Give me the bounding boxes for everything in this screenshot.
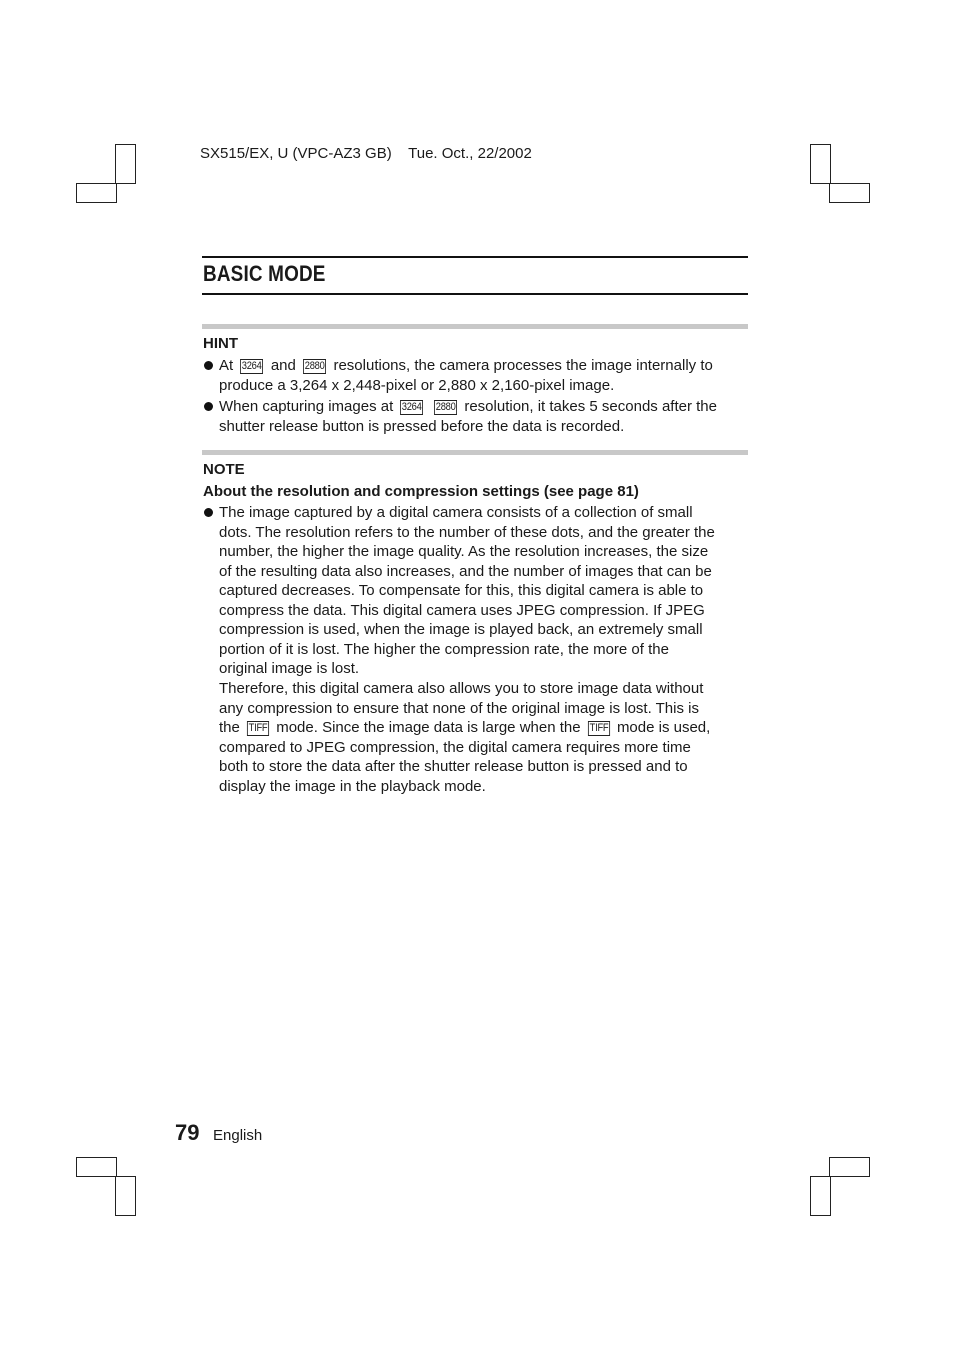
- hint-item-1-line-1: At 3264 and 2880 resolutions, the camera processes the image internally to: [219, 357, 713, 374]
- note-line: both to store the data after the shutter release button is pressed and to: [219, 758, 688, 775]
- hint-item-2-line-1: When capturing images at 3264 2880 resolution, it takes 5 seconds after the: [219, 398, 717, 415]
- bullet-icon: [204, 361, 213, 370]
- note-line: compress the data. This digital camera uses JPEG compression. If JPEG: [219, 601, 705, 619]
- note-line: original image is lost.: [219, 660, 360, 677]
- resolution-3264-icon: 3264: [402, 401, 422, 413]
- note-line: display the image in the playback mode.: [219, 777, 486, 795]
- hint-label: HINT: [203, 335, 238, 352]
- bullet-icon: [204, 402, 213, 411]
- model-label: SX515/EX, U (VPC-AZ3 GB): [200, 145, 392, 162]
- hint-item-1-line-2: produce a 3,264 x 2,448-pixel or 2,880 x 2,160-pixel image.: [219, 376, 615, 394]
- crop-mark: [810, 144, 831, 184]
- note-paragraph-1: [219, 503, 744, 679]
- note-line: portion of it is lost. The higher the compression rate, the more of the: [219, 640, 669, 658]
- note-paragraph-2: [219, 679, 744, 796]
- tiff-mode-icon: TIFF: [589, 722, 609, 734]
- note-line: number, the higher the image quality. As the resolution increases, the size: [219, 543, 709, 560]
- note-divider: [202, 450, 748, 455]
- note-line: of the resulting data also increases, and the number of images that can be: [219, 562, 712, 580]
- hint-item-2-line-2: shutter release button is pressed before the data is recorded.: [219, 417, 625, 435]
- note-line: captured decreases. To compensate for this, this digital camera is able to: [219, 582, 704, 599]
- note-line: Therefore, this digital camera also allows you to store image data without: [219, 680, 704, 697]
- tiff-mode-icon: TIFF: [248, 722, 268, 734]
- resolution-2880-icon: 2880: [435, 401, 456, 413]
- note-line: dots. The resolution refers to the number of these dots, and the greater the: [219, 523, 715, 541]
- title-rule-top: [202, 256, 748, 258]
- note-line-tiff: the TIFF mode. Since the image data is large when the TIFF mode is used,: [219, 719, 711, 736]
- crop-mark: [829, 183, 870, 203]
- hint-item-1: [219, 356, 744, 395]
- print-header: [200, 145, 532, 162]
- note-line: compared to JPEG compression, the digital camera requires more time: [219, 738, 691, 756]
- crop-mark: [115, 144, 136, 184]
- crop-mark: [810, 1176, 831, 1216]
- note-line: compression is used, when the image is played back, an extremely small: [219, 621, 703, 638]
- section-title: BASIC MODE: [203, 261, 326, 286]
- crop-mark: [829, 1157, 870, 1177]
- title-rule-bottom: [202, 293, 748, 295]
- resolution-3264-icon: 3264: [242, 360, 262, 372]
- print-date: Tue. Oct., 22/2002: [408, 145, 532, 162]
- resolution-2880-icon: 2880: [304, 360, 325, 372]
- crop-mark: [76, 1157, 117, 1177]
- note-subheading: About the resolution and compression settings (see page 81): [203, 483, 639, 500]
- page-number: 79: [175, 1120, 200, 1145]
- hint-divider: [202, 324, 748, 329]
- note-line: The image captured by a digital camera consists of a collection of small: [219, 504, 693, 521]
- language-label: English: [213, 1127, 263, 1144]
- hint-item-2: [219, 397, 744, 436]
- crop-mark: [76, 183, 117, 203]
- note-label: NOTE: [203, 461, 245, 478]
- note-line: any compression to ensure that none of the original image is lost. This is: [219, 699, 699, 717]
- bullet-icon: [204, 508, 213, 517]
- crop-mark: [115, 1176, 136, 1216]
